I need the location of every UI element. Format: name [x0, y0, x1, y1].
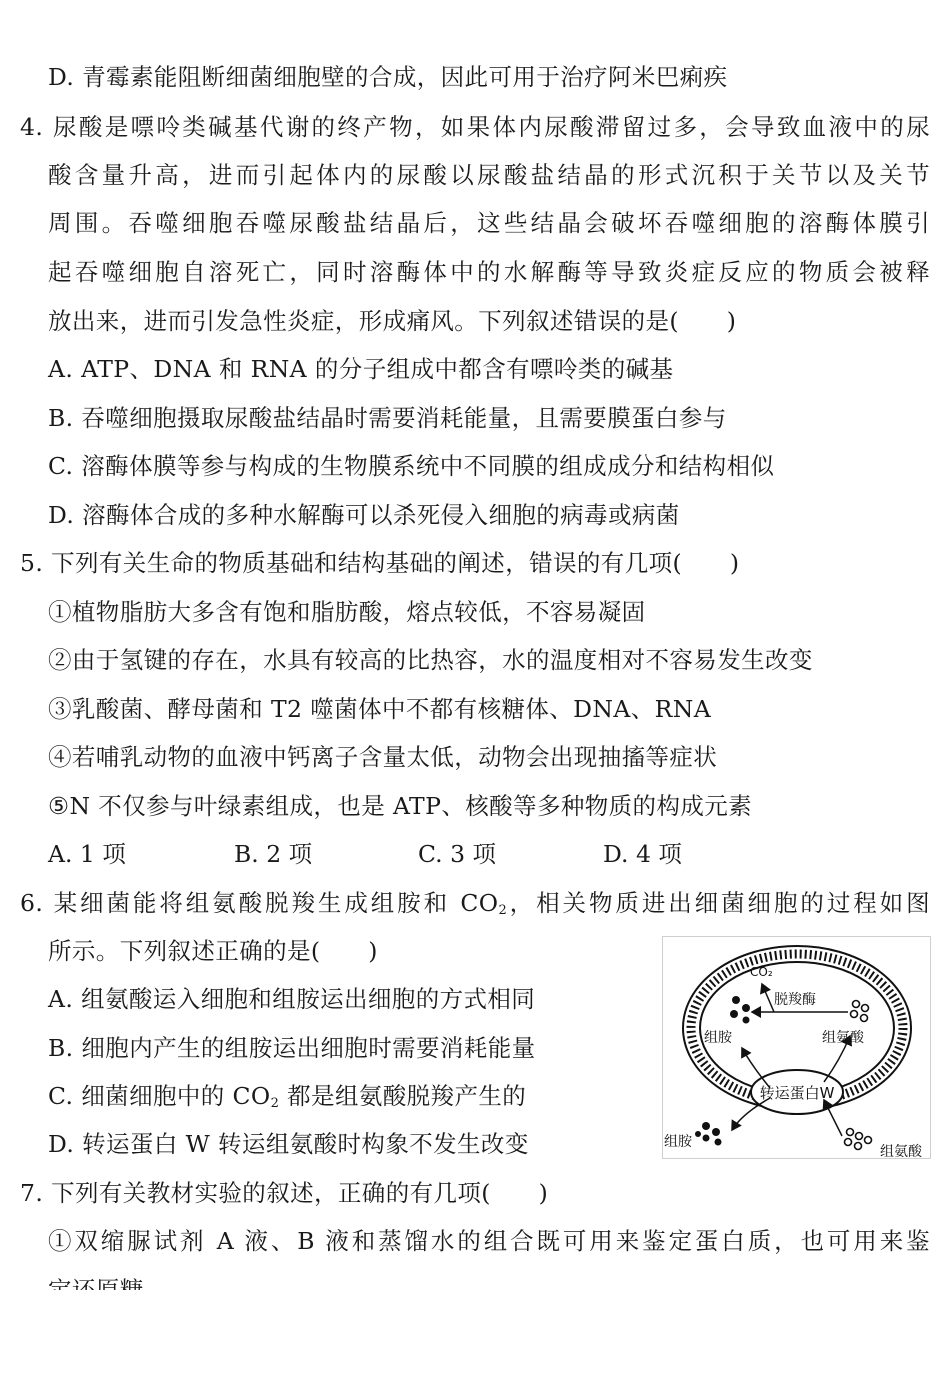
histidine-inside-label: 组氨酸: [822, 1030, 864, 1046]
q6-option-b: B. 细胞内产生的组胺运出细胞时需要消耗能量: [48, 1034, 536, 1062]
histidine-outside-label: 组氨酸: [880, 1144, 922, 1160]
q5-option-d: D. 4 项: [603, 840, 682, 868]
q5-option-a: A. 1 项: [48, 840, 126, 868]
q7-item-1: ①双缩脲试剂 A 液、B 液和蒸馏水的组合既可用来鉴定蛋白质，也可用来鉴: [48, 1227, 930, 1255]
q4-stem-line3: 周围。吞噬细胞吞噬尿酸盐结晶后，这些结晶会破坏吞噬细胞的溶酶体膜引: [48, 209, 930, 237]
q6-option-c: C. 细菌细胞中的 $CO_2$ 都是组氨酸脱羧产生的: [48, 1082, 527, 1111]
q5-item-2: ②由于氢键的存在，水具有较高的比热容，水的温度相对不容易发生改变: [48, 646, 813, 674]
q5-item-4: ④若哺乳动物的血液中钙离子含量太低，动物会出现抽搐等症状: [48, 743, 718, 771]
q4-option-a: A. ATP、DNA 和 RNA 的分子组成中都含有嘌呤类的碱基: [48, 355, 674, 383]
histamine-inside-label: 组胺: [704, 1030, 732, 1046]
q7-stem: 7. 下列有关教材实验的叙述，正确的有几项( ): [20, 1179, 549, 1207]
q5-item-3: ③乳酸菌、酵母菌和 T2 噬菌体中不都有核糖体、DNA、RNA: [48, 695, 712, 723]
co2-label: CO₂: [750, 965, 773, 979]
q4-stem-line4: 起吞噬细胞自溶死亡，同时溶酶体中的水解酶等导致炎症反应的物质会被释: [48, 258, 930, 286]
q4-stem-line5: 放出来，进而引发急性炎症，形成痛风。下列叙述错误的是( ): [48, 307, 737, 335]
transporter-label: 转运蛋白W: [759, 1084, 835, 1102]
q5-option-c: C. 3 项: [418, 840, 497, 868]
q4-option-c: C. 溶酶体膜等参与构成的生物膜系统中不同膜的组成成分和结构相似: [48, 452, 775, 480]
q6-stem-line2: 所示。下列叙述正确的是( ): [48, 937, 378, 965]
q5-item-1: ①植物脂肪大多含有饱和脂肪酸，熔点较低，不容易凝固: [48, 598, 646, 626]
q4-stem-line2: 酸含量升高，进而引起体内的尿酸以尿酸盐结晶的形式沉积于关节以及关节: [48, 161, 930, 189]
q4-option-b: B. 吞噬细胞摄取尿酸盐结晶时需要消耗能量，且需要膜蛋白参与: [48, 404, 727, 432]
q6-option-d: D. 转运蛋白 W 转运组氨酸时构象不发生改变: [48, 1130, 529, 1158]
q5-stem: 5. 下列有关生命的物质基础和结构基础的阐述，错误的有几项( ): [20, 549, 740, 577]
enzyme-label: 脱羧酶: [774, 992, 816, 1008]
page-cutoff: [0, 1290, 950, 1381]
q3-option-d: D. 青霉素能阻断细菌细胞壁的合成，因此可用于治疗阿米巴痢疾: [48, 63, 728, 91]
q5-item-5: ⑤N 不仅参与叶绿素组成，也是 ATP、核酸等多种物质的构成元素: [48, 792, 753, 820]
histamine-outside-label: 组胺: [664, 1134, 692, 1150]
histidine-outside-dots: [845, 1129, 872, 1150]
q6-option-a: A. 组氨酸运入细胞和组胺运出细胞的方式相同: [48, 985, 536, 1013]
histamine-outside-dots: [695, 1122, 722, 1146]
q5-option-b: B. 2 项: [234, 840, 313, 868]
q4-stem-line1: 4. 尿酸是嘌呤类碱基代谢的终产物，如果体内尿酸滞留过多，会导致血液中的尿: [20, 113, 930, 141]
q4-option-d: D. 溶酶体合成的多种水解酶可以杀死侵入细胞的病毒或病菌: [48, 501, 680, 529]
bacterium-transport-diagram: [662, 936, 932, 1162]
q6-stem-line1: 6. 某细菌能将组氨酸脱羧生成组胺和 $CO_2$，相关物质进出细菌细胞的过程如图: [20, 889, 930, 918]
